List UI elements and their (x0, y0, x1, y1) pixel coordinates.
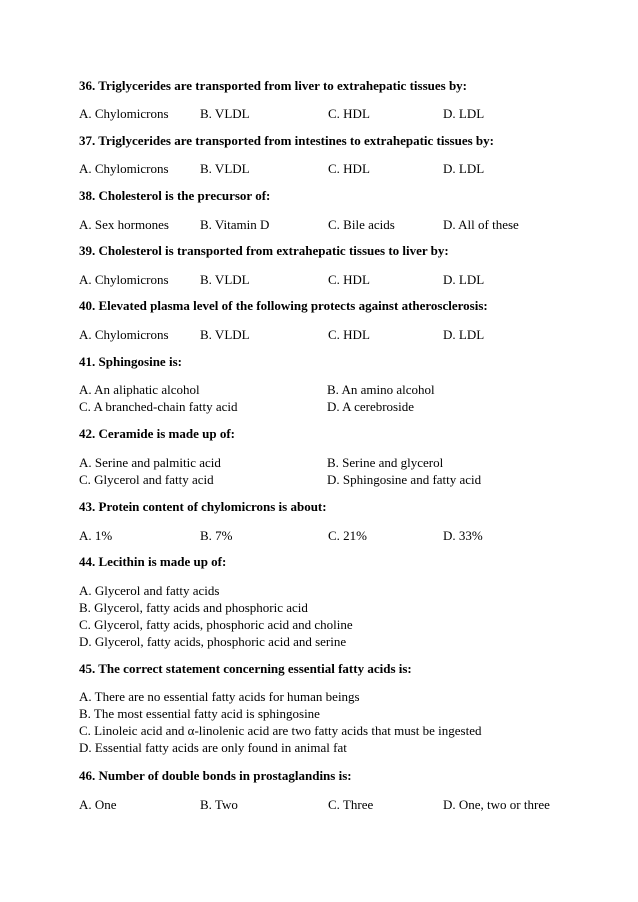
option-c: C. HDL (328, 161, 370, 176)
option-a: A. Chylomicrons (79, 106, 169, 121)
options-46 (79, 796, 628, 813)
options-42 (79, 454, 628, 488)
question-44: 44. Lecithin is made up of: (79, 554, 227, 569)
question-41: 41. Sphingosine is: (79, 354, 182, 369)
option-c: C. Glycerol and fatty acid (79, 472, 214, 487)
option-c: C. A branched-chain fatty acid (79, 399, 238, 414)
option-a: A. Serine and palmitic acid (79, 455, 221, 470)
option-c: C. Glycerol, fatty acids, phosphoric acid and choline (79, 617, 353, 632)
option-a: A. Sex hormones (79, 217, 169, 232)
options-40 (79, 326, 628, 343)
options-45 (79, 688, 628, 756)
option-a: A. An aliphatic alcohol (79, 382, 200, 397)
option-b: B. 7% (200, 528, 233, 543)
option-c: C. Bile acids (328, 217, 395, 232)
option-d: D. 33% (443, 528, 483, 543)
option-d: D. All of these (443, 217, 519, 232)
option-d: D. A cerebroside (327, 399, 415, 414)
option-c: C. HDL (328, 327, 370, 342)
question-46: 46. Number of double bonds in prostaglandins is: (79, 768, 352, 783)
option-d: D. Glycerol, fatty acids, phosphoric acid and serine (79, 634, 347, 649)
option-b: B. Serine and glycerol (327, 455, 444, 470)
option-d: D. One, two or three (443, 797, 550, 812)
option-c: C. 21% (328, 528, 367, 543)
option-c: C. Three (328, 797, 374, 812)
question-37: 37. Triglycerides are transported from intestines to extrahepatic tissues by: (79, 133, 494, 148)
option-b: B. VLDL (200, 106, 250, 121)
option-d: D. LDL (443, 272, 485, 287)
options-37 (79, 160, 628, 177)
question-42: 42. Ceramide is made up of: (79, 426, 235, 441)
question-39: 39. Cholesterol is transported from extrahepatic tissues to liver by: (79, 243, 449, 258)
option-b: B. An amino alcohol (327, 382, 435, 397)
option-d: D. Sphingosine and fatty acid (327, 472, 482, 487)
question-38: 38. Cholesterol is the precursor of: (79, 188, 271, 203)
option-b: B. VLDL (200, 327, 250, 342)
options-44 (79, 582, 628, 650)
question-36: 36. Triglycerides are transported from liver to extrahepatic tissues by: (79, 78, 468, 93)
option-d: D. Essential fatty acids are only found in animal fat (79, 740, 347, 755)
option-a: A. There are no essential fatty acids for human beings (79, 689, 360, 704)
question-43: 43. Protein content of chylomicrons is about: (79, 499, 327, 514)
option-d: D. LDL (443, 161, 485, 176)
option-c: C. Linoleic acid and α-linolenic acid are two fatty acids that must be ingested (79, 723, 482, 738)
option-a: A. Chylomicrons (79, 327, 169, 342)
option-b: B. VLDL (200, 272, 250, 287)
options-39 (79, 271, 628, 288)
option-a: A. Chylomicrons (79, 161, 169, 176)
options-38 (79, 216, 628, 233)
options-41 (79, 381, 628, 415)
option-c: C. HDL (328, 106, 370, 121)
option-b: B. Two (200, 797, 238, 812)
option-d: D. LDL (443, 106, 485, 121)
option-b: B. VLDL (200, 161, 250, 176)
option-b: B. Glycerol, fatty acids and phosphoric acid (79, 600, 308, 615)
question-40: 40. Elevated plasma level of the following protects against atherosclerosis: (79, 298, 488, 313)
option-a: A. Glycerol and fatty acids (79, 583, 220, 598)
option-a: A. Chylomicrons (79, 272, 169, 287)
option-d: D. LDL (443, 327, 485, 342)
question-45: 45. The correct statement concerning essential fatty acids is: (79, 661, 412, 676)
option-a: A. 1% (79, 528, 113, 543)
options-43 (79, 527, 628, 544)
option-a: A. One (79, 797, 117, 812)
options-36 (79, 105, 628, 122)
option-c: C. HDL (328, 272, 370, 287)
option-b: B. Vitamin D (200, 217, 270, 232)
option-b: B. The most essential fatty acid is sphingosine (79, 706, 320, 721)
